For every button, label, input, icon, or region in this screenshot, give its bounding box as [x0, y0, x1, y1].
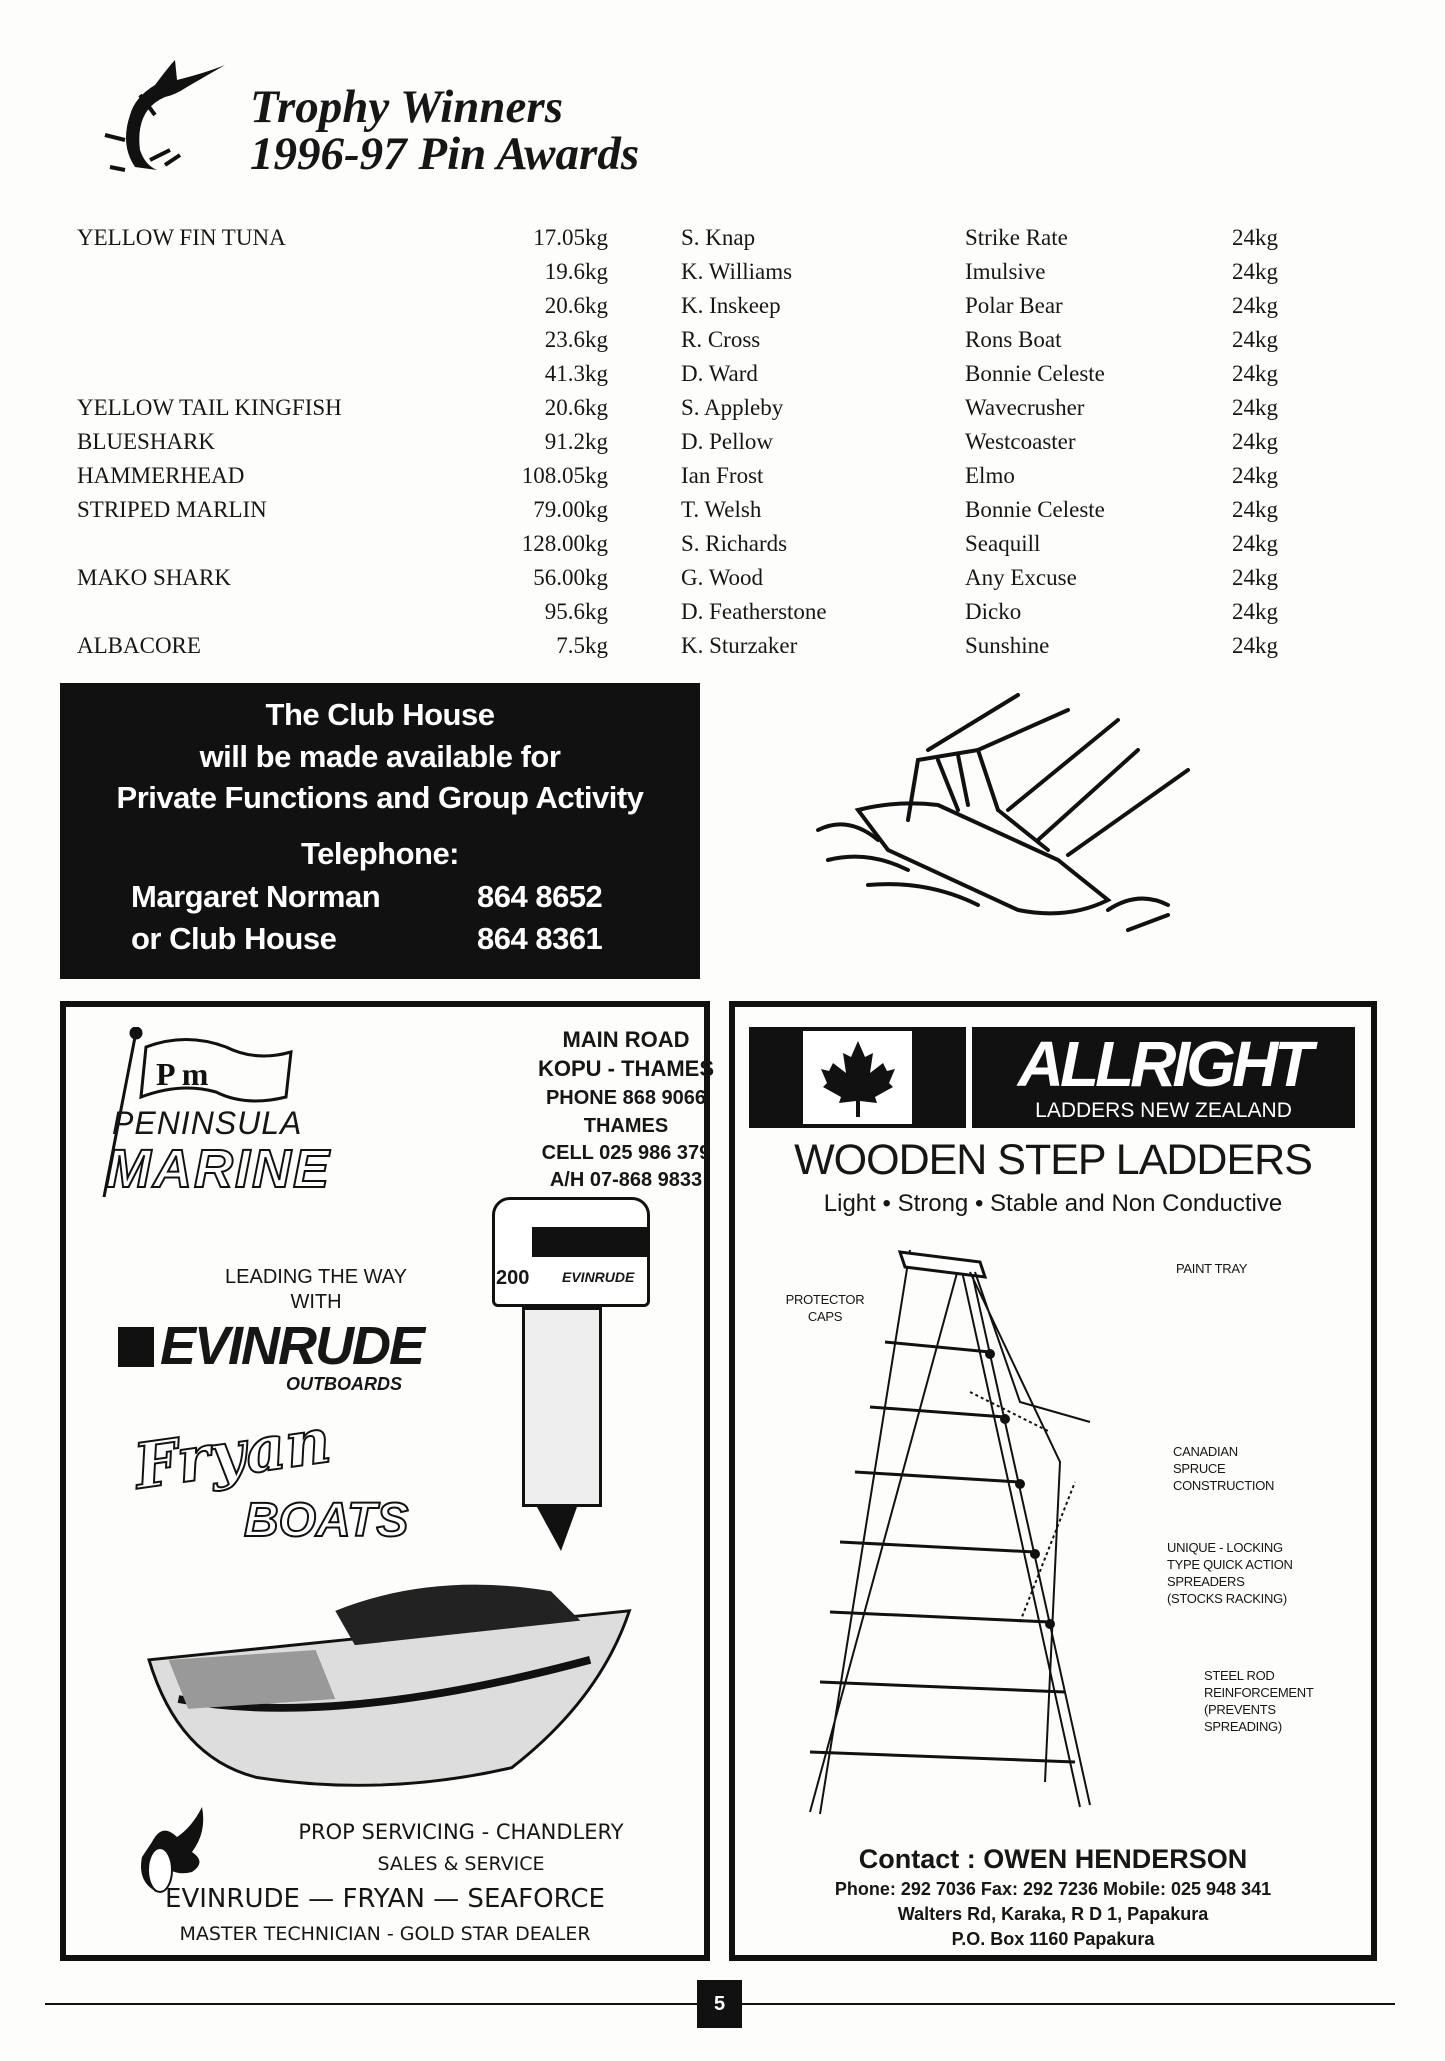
headline: WOODEN STEP LADDERS [794, 1136, 1312, 1184]
cell-boat: Any Excuse [965, 565, 1077, 590]
contact1-phone: 864 8652 [477, 879, 603, 914]
cell-angler: K. Williams [681, 259, 793, 284]
page-subtitle: 1996-97 Pin Awards [250, 128, 640, 180]
table-row [0, 393, 1445, 427]
evinrude-logo: EVINRUDE OUTBOARDS [118, 1317, 468, 1397]
address-line: THAMES [583, 1115, 669, 1137]
cell-weight: 56.00kg [533, 565, 608, 590]
cell-boat: Westcoaster [965, 429, 1076, 454]
cell-pin: 24kg [1232, 599, 1278, 624]
cell-angler: S. Appleby [681, 395, 784, 420]
label-paint-tray: PAINT TRAY [1176, 1261, 1248, 1276]
contact-pobox: P.O. Box 1160 Papakura [951, 1929, 1155, 1949]
fryan-boats-logo: Fryan BOATS [129, 1403, 409, 1547]
cell-weight: 23.6kg [544, 327, 608, 352]
page-number: 5 [697, 1980, 742, 2028]
table-row [0, 257, 1445, 291]
allright-logo: ALLRIGHT LADDERS NEW ZEALAND [972, 1027, 1355, 1128]
services-text: PROP SERVICING - CHANDLERY [298, 1820, 624, 1844]
peninsula-marine-ad [60, 1001, 714, 1961]
cell-pin: 24kg [1232, 395, 1278, 420]
cell-weight: 79.00kg [533, 497, 608, 522]
cell-angler: D. Ward [681, 361, 758, 386]
clubhouse-notice [60, 683, 700, 979]
cell-pin: 24kg [1232, 259, 1278, 284]
cell-angler: G. Wood [681, 565, 764, 590]
boat-image [134, 1552, 664, 1802]
contact1-name: Margaret Norman [131, 879, 381, 914]
cell-pin: 24kg [1232, 293, 1278, 318]
cell-species: MAKO SHARK [77, 565, 231, 590]
cell-species: YELLOW TAIL KINGFISH [77, 395, 342, 420]
svg-text:P m: P m [156, 1056, 209, 1092]
cell-pin: 24kg [1232, 565, 1278, 590]
contact-phones: Phone: 292 7036 Fax: 292 7236 Mobile: 025 948 341 [834, 1879, 1272, 1899]
step-ladder-diagram [790, 1242, 1170, 1832]
sales-service-text: SALES & SERVICE [377, 1853, 545, 1875]
leading-text: LEADING THE WAY [225, 1266, 407, 1288]
cell-pin: 24kg [1232, 497, 1278, 522]
cell-weight: 41.3kg [544, 361, 608, 386]
cell-boat: Seaquill [965, 531, 1041, 556]
label-protector-caps: PROTECTOR CAPS [785, 1292, 865, 1324]
address-line: A/H 07-868 9833 [549, 1169, 703, 1191]
cell-weight: 95.6kg [544, 599, 608, 624]
address-line: PHONE 868 9066 [545, 1087, 707, 1109]
cell-boat: Elmo [965, 463, 1015, 488]
allright-ladders-ad [729, 1001, 1377, 1961]
cell-pin: 24kg [1232, 361, 1278, 386]
cell-weight: 128.00kg [521, 531, 608, 556]
game-boat-sketch [808, 690, 1198, 950]
telephone-label: Telephone: [300, 836, 460, 871]
cell-species: STRIPED MARLIN [77, 497, 267, 522]
cell-angler: D. Pellow [681, 429, 773, 454]
cell-boat: Imulsive [965, 259, 1046, 284]
contact-name: Contact : OWEN HENDERSON [858, 1844, 1248, 1874]
cell-boat: Polar Bear [965, 293, 1063, 318]
dealer-text: MASTER TECHNICIAN - GOLD STAR DEALER [179, 1923, 591, 1945]
maple-leaf-icon [819, 1039, 897, 1117]
brands-text: EVINRUDE — FRYAN — SEAFORCE [165, 1884, 605, 1914]
cell-species: BLUESHARK [77, 429, 216, 454]
cell-species: ALBACORE [77, 633, 201, 658]
peninsula-logo-text: PENINSULA [112, 1105, 303, 1141]
outboard-motor-image [492, 1197, 650, 1551]
canada-flag [749, 1027, 966, 1128]
leading-with-text: WITH [290, 1291, 342, 1313]
clubhouse-line2: will be made available for [199, 739, 561, 774]
table-row [0, 427, 1445, 461]
cell-weight: 7.5kg [556, 633, 608, 658]
cell-pin: 24kg [1232, 327, 1278, 352]
contact2-phone: 864 8361 [477, 921, 603, 956]
table-row [0, 529, 1445, 563]
contact-address: Walters Rd, Karaka, R D 1, Papakura [897, 1904, 1209, 1924]
address-line: CELL 025 986 379 [541, 1142, 711, 1164]
cell-angler: R. Cross [681, 327, 761, 352]
table-row [0, 495, 1445, 529]
marlin-icon [95, 55, 225, 180]
address-line: KOPU - THAMES [538, 1056, 714, 1081]
cell-boat: Dicko [965, 599, 1022, 624]
cell-angler: K. Sturzaker [681, 633, 798, 658]
awards-table [0, 223, 1445, 673]
page-title: Trophy Winners [250, 81, 563, 133]
cell-angler: D. Featherstone [681, 599, 827, 624]
cell-weight: 108.05kg [521, 463, 608, 488]
table-row [0, 325, 1445, 359]
table-row [0, 223, 1445, 257]
cell-weight: 19.6kg [544, 259, 608, 284]
contact2-name: or Club House [131, 921, 337, 956]
cell-angler: T. Welsh [681, 497, 762, 522]
label-locking-spreaders: UNIQUE - LOCKING TYPE QUICK ACTION SPREADERS (STOCKS RACKING) [1167, 1540, 1293, 1606]
label-steel-rod: STEEL ROD REINFORCEMENT (PREVENTS SPREADING) [1204, 1668, 1314, 1734]
cell-boat: Wavecrusher [965, 395, 1085, 420]
tagline: Light • Strong • Stable and Non Conductive [823, 1190, 1283, 1217]
cell-angler: Ian Frost [681, 463, 764, 488]
cell-weight: 91.2kg [544, 429, 608, 454]
cell-species: YELLOW FIN TUNA [77, 225, 286, 250]
address-line: MAIN ROAD [562, 1027, 690, 1052]
cell-angler: S. Knap [681, 225, 756, 250]
marine-logo-text: MARINE [106, 1139, 331, 1199]
motor-badge: 200 [496, 1267, 530, 1289]
motor-brand: EVINRUDE [562, 1269, 635, 1285]
table-row [0, 563, 1445, 597]
cell-boat: Sunshine [965, 633, 1050, 658]
cell-pin: 24kg [1232, 225, 1278, 250]
table-row [0, 631, 1445, 665]
cell-boat: Bonnie Celeste [965, 361, 1105, 386]
table-row [0, 291, 1445, 325]
cell-angler: S. Richards [681, 531, 788, 556]
clubhouse-line3: Private Functions and Group Activity [116, 780, 644, 815]
cell-weight: 20.6kg [544, 395, 608, 420]
cell-boat: Strike Rate [965, 225, 1068, 250]
cell-pin: 24kg [1232, 633, 1278, 658]
table-row [0, 597, 1445, 631]
cell-pin: 24kg [1232, 531, 1278, 556]
label-canadian-spruce: CANADIAN SPRUCE CONSTRUCTION [1173, 1444, 1275, 1493]
cell-boat: Rons Boat [965, 327, 1062, 352]
cell-angler: K. Inskeep [681, 293, 781, 318]
cell-pin: 24kg [1232, 463, 1278, 488]
clubhouse-line1: The Club House [265, 697, 495, 732]
cell-weight: 20.6kg [544, 293, 608, 318]
cell-boat: Bonnie Celeste [965, 497, 1105, 522]
table-row [0, 461, 1445, 495]
cell-pin: 24kg [1232, 429, 1278, 454]
table-row [0, 359, 1445, 393]
cell-species: HAMMERHEAD [77, 463, 245, 488]
cell-weight: 17.05kg [533, 225, 608, 250]
